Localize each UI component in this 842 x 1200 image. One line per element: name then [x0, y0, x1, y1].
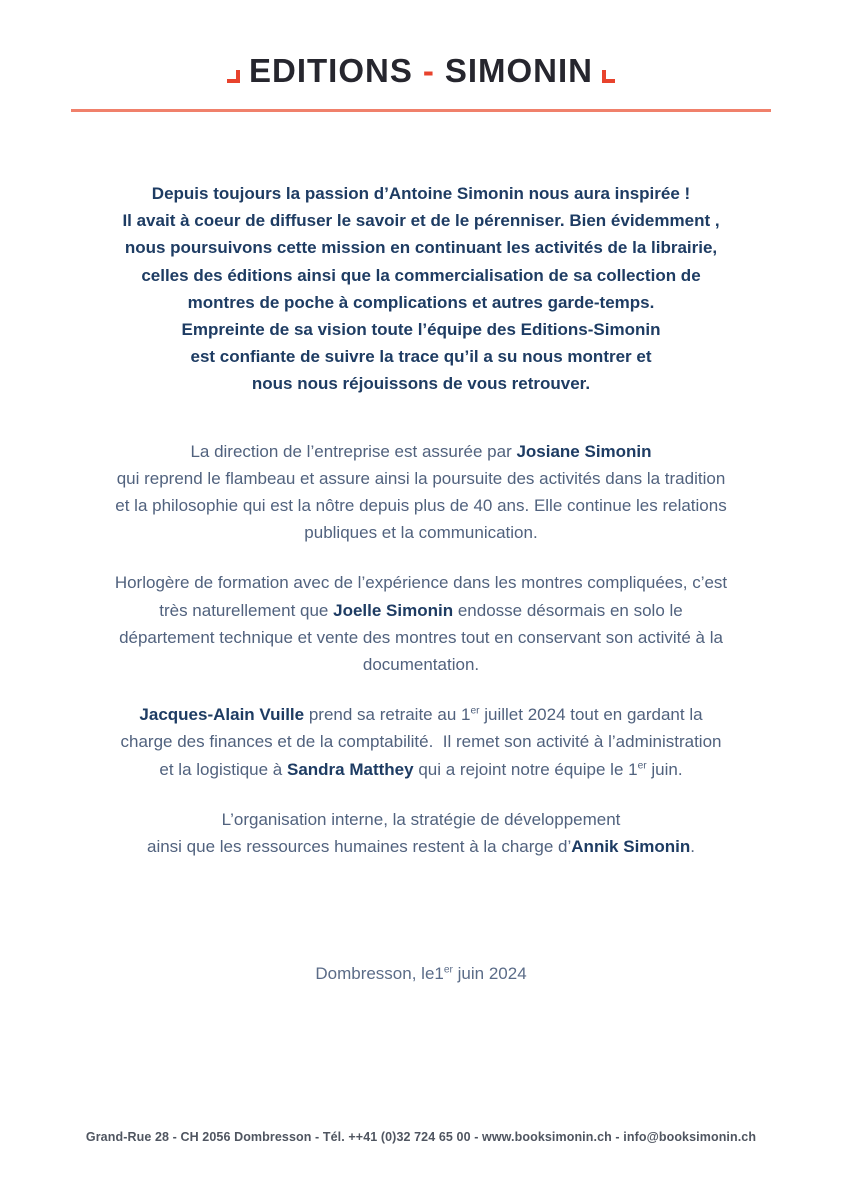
text-run: L’organisation interne, la stratégie de développement [221, 809, 621, 829]
intro-paragraph [71, 180, 771, 398]
header-rule [71, 109, 771, 112]
text-line [71, 438, 771, 465]
footer-contact: Grand-Rue 28 - CH 2056 Dombresson - Tél. ++41 (0)32 724 65 00 - www.booksimonin.ch - info@booksimonin.ch [85, 1130, 757, 1145]
text-run: Il avait à coeur de diffuser le savoir et de le pérenniser. Bien évidemment , [122, 211, 720, 231]
text-run: prend sa retraite au 1 [304, 705, 471, 725]
text-run: . [690, 837, 696, 857]
text-line [71, 234, 771, 261]
text-line [71, 569, 771, 596]
text-run: qui reprend le flambeau et assure ainsi la poursuite des activités dans la tradition [116, 468, 726, 488]
paragraph-organisation [71, 806, 771, 860]
text-run: er [470, 705, 480, 717]
date-line [71, 960, 771, 987]
text-run: publiques et la communication. [304, 523, 538, 543]
text-run: celles des éditions ainsi que la commercialisation de sa collection de [141, 265, 701, 285]
text-line [71, 180, 771, 207]
text-line [71, 728, 771, 755]
text-line [71, 343, 771, 370]
text-run: La direction de l’entreprise est assurée par [190, 441, 517, 461]
text-line [71, 960, 771, 987]
text-line [71, 207, 771, 234]
text-run: nous poursuivons cette mission en continuant les activités de la librairie, [124, 238, 718, 258]
text-run: documentation. [362, 655, 480, 675]
text-run: er [637, 760, 647, 771]
text-line [71, 597, 771, 624]
paragraph-horlogere [71, 569, 771, 678]
text-line [71, 289, 771, 316]
person-name: Sandra Matthey [287, 759, 414, 779]
text-run: qui a rejoint notre équipe le 1 [413, 759, 638, 779]
text-run: et la logistique à [159, 759, 287, 779]
text-line [71, 316, 771, 343]
text-run: Dombresson, le1 [315, 964, 444, 984]
logo-text-simonin: SIMONIN [444, 52, 594, 89]
text-line [71, 756, 771, 783]
text-line [71, 492, 771, 519]
logo-left-corner-bracket-icon [227, 70, 240, 83]
text-line [71, 519, 771, 546]
text-line [71, 806, 771, 833]
text-run: endosse désormais en solo le [453, 600, 683, 620]
text-run: juillet 2024 tout en gardant la [479, 705, 703, 725]
text-run: et la philosophie qui est la nôtre depuis plus de 40 ans. Elle continue les relations [115, 496, 727, 516]
person-name: Annik Simonin [571, 837, 691, 857]
person-name: Joelle Simonin [333, 600, 454, 620]
paragraph-direction [71, 438, 771, 547]
text-line [71, 465, 771, 492]
text-run: charge des finances et de la comptabilité. Il remet son activité à l’administration [120, 732, 722, 752]
text-line [71, 624, 771, 651]
text-line [71, 651, 771, 678]
text-run: nous nous réjouissons de vous retrouver. [251, 374, 591, 394]
text-run: Depuis toujours la passion d’Antoine Simonin nous aura inspirée ! [151, 184, 691, 203]
logo-right-corner-bracket-icon [602, 70, 615, 83]
text-line [71, 370, 771, 397]
text-run: ainsi que les ressources humaines restent à la charge d’ [146, 837, 572, 857]
text-line [71, 701, 771, 728]
text-run: Empreinte de sa vision toute l’équipe des Editions-Simonin [181, 320, 661, 340]
text-line [71, 833, 771, 860]
text-run: montres de poche à complications et autres garde-temps. [187, 292, 655, 312]
text-run: juin 2024 [452, 964, 527, 984]
text-line [71, 262, 771, 289]
text-run: Horlogère de formation avec de l’expérience dans les montres compliquées, c’est [114, 573, 728, 593]
logo [71, 54, 771, 87]
person-name: Jacques-Alain Vuille [139, 705, 305, 725]
logo-hyphen: - [422, 52, 435, 89]
paragraph-retraite [71, 701, 771, 783]
person-name: Josiane Simonin [516, 441, 652, 461]
text-run: très naturellement que [159, 600, 334, 620]
text-run: er [443, 964, 453, 976]
text-run: est confiante de suivre la trace qu’il a su nous montrer et [190, 347, 652, 367]
text-run: juin. [646, 759, 683, 779]
text-run: département technique et vente des montres tout en conservant son activité à la [119, 627, 723, 647]
logo-text-editions: EDITIONS [248, 52, 413, 89]
